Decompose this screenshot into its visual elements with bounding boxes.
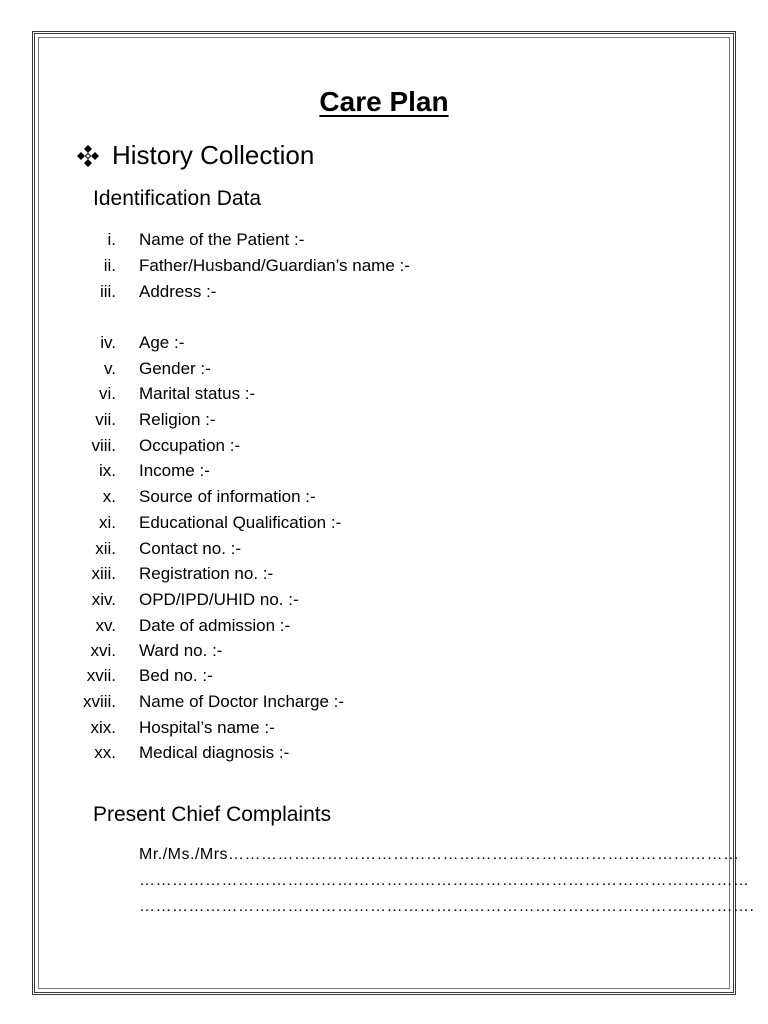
list-item: [0, 356, 768, 382]
item-number: vi.: [99, 384, 116, 403]
item-label: Father/Husband/Guardian’s name :-: [139, 256, 410, 275]
item-label: Occupation :-: [139, 436, 241, 455]
item-label: Religion :-: [139, 410, 216, 429]
item-label: Contact no. :-: [139, 539, 242, 558]
item-number: vii.: [95, 410, 116, 429]
item-label: Marital status :-: [139, 384, 256, 403]
item-number: xix.: [90, 718, 116, 737]
item-label: Registration no. :-: [139, 564, 274, 583]
list-item: [0, 484, 768, 510]
item-label: Income :-: [139, 461, 210, 480]
item-number: viii.: [91, 436, 116, 455]
list-item: [0, 510, 768, 536]
section-heading-text: History Collection: [112, 140, 315, 170]
list-item: [0, 740, 768, 766]
item-number: xvi.: [90, 641, 116, 660]
list-item: [0, 458, 768, 484]
item-number: xvii.: [86, 666, 116, 685]
section-heading: [76, 140, 314, 171]
list-item: [0, 407, 768, 433]
complaint-line: …………………………………………………………………………………………………: [139, 872, 750, 889]
item-number: x.: [102, 487, 116, 506]
item-label: Bed no. :-: [139, 666, 213, 685]
item-number: xv.: [95, 616, 116, 635]
list-item: [0, 433, 768, 459]
item-number: xiv.: [91, 590, 116, 609]
item-label: Hospital’s name :-: [139, 718, 275, 737]
item-number: xviii.: [82, 692, 116, 711]
item-label: Gender :-: [139, 359, 211, 378]
item-number: ii.: [103, 256, 116, 275]
list-item: [0, 536, 768, 562]
four-diamond-bullet-icon: [76, 144, 100, 168]
complaint-line: ………………………………………………………………………………………………….: [139, 898, 755, 915]
list-item: [0, 330, 768, 356]
item-label: Age :-: [139, 333, 185, 352]
list-item: [0, 638, 768, 664]
item-number: iv.: [100, 333, 116, 352]
list-item: [0, 253, 768, 279]
complaint-line: Mr./Ms./Mrs…………………………………………………………………………………: [139, 846, 740, 863]
list-item: [0, 587, 768, 613]
list-item: [0, 227, 768, 253]
list-item: [0, 689, 768, 715]
item-number: xiii.: [91, 564, 116, 583]
item-label: Educational Qualification :-: [139, 513, 342, 532]
item-label: Address :-: [139, 282, 217, 301]
item-number: xii.: [95, 539, 116, 558]
document-title: Care Plan: [319, 86, 449, 117]
item-number: xi.: [99, 513, 116, 532]
list-item: [0, 561, 768, 587]
item-label: Name of the Patient :-: [139, 230, 305, 249]
item-number: ix.: [99, 461, 116, 480]
item-number: v.: [104, 359, 116, 378]
item-label: Ward no. :-: [139, 641, 223, 660]
list-item: [0, 279, 768, 305]
list-item: [0, 663, 768, 689]
item-number: i.: [107, 230, 116, 249]
item-label: Source of information :-: [139, 487, 316, 506]
item-number: xx.: [94, 743, 116, 762]
list-item: [0, 613, 768, 639]
item-label: Medical diagnosis :-: [139, 743, 290, 762]
identification-heading: Identification Data: [93, 187, 262, 210]
list-item: [0, 381, 768, 407]
item-label: OPD/IPD/UHID no. :-: [139, 590, 299, 609]
item-label: Date of admission :-: [139, 616, 291, 635]
list-item: [0, 715, 768, 741]
item-label: Name of Doctor Incharge :-: [139, 692, 345, 711]
complaints-heading: Present Chief Complaints: [93, 803, 332, 826]
item-number: iii.: [99, 282, 116, 301]
